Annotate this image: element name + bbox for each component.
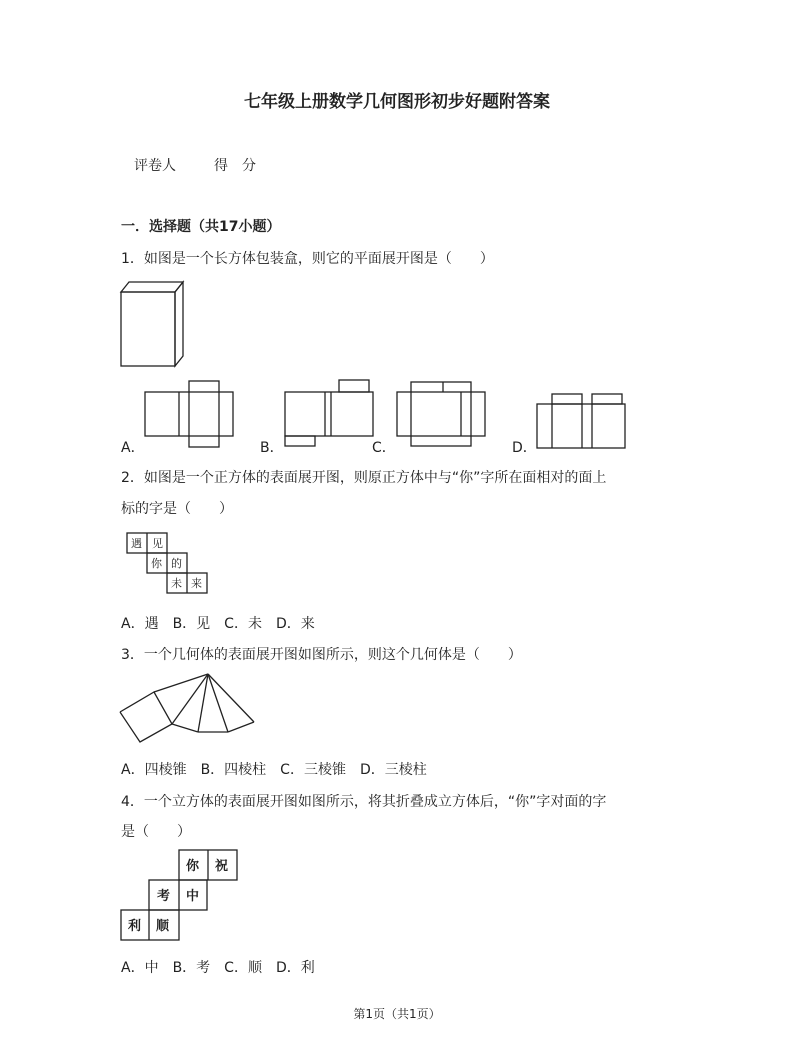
q3-pyramid-net — [118, 672, 258, 747]
question-1-number: 1． — [121, 251, 144, 267]
q2-net-char-1: 遇 — [131, 537, 142, 550]
q4-net-char-2: 祝 — [215, 859, 229, 874]
q2-cube-net — [126, 532, 216, 598]
q2-net-char-5: 未 — [171, 577, 182, 590]
section-heading: 一．选择题（共17小题） — [121, 219, 281, 235]
q2-net-char-4: 的 — [171, 557, 182, 570]
page-footer: 第1页（共1页） — [353, 1007, 441, 1021]
q4-net-char-6: 顺 — [156, 919, 170, 934]
q1-option-b-label[interactable]: B． — [260, 440, 284, 456]
question-3-text: 一个几何体的表面展开图如图所示，则这个几何体是（ ） — [143, 647, 522, 663]
box-figure — [118, 280, 188, 370]
q4-cube-net — [119, 848, 241, 942]
q4-net-char-1: 你 — [186, 859, 200, 874]
q2-net-char-2: 见 — [152, 537, 163, 550]
question-2-line2: 标的字是（ ） — [121, 501, 233, 517]
question-4-text: 一个立方体的表面展开图如图所示，将其折叠成立方体后，“你”字对面的字 — [143, 794, 607, 810]
score-label: 得 分 — [214, 158, 256, 174]
page-title: 七年级上册数学几何图形初步好题附答案 — [244, 92, 550, 112]
q1-option-a-net[interactable] — [144, 380, 236, 450]
q1-option-c-label[interactable]: C． — [372, 440, 396, 456]
q1-option-a-label[interactable]: A． — [121, 440, 145, 456]
question-4-number: 4． — [121, 794, 144, 810]
question-3-number: 3． — [121, 647, 144, 663]
q1-option-d-label[interactable]: D． — [512, 440, 537, 456]
q4-net-char-3: 考 — [157, 889, 171, 904]
q1-option-b-net[interactable] — [284, 378, 376, 448]
q4-options: A．中 B．考 C．顺 D．利 — [121, 960, 315, 976]
question-1 — [121, 248, 494, 268]
question-3 — [121, 644, 522, 664]
q2-net-char-6: 来 — [191, 577, 202, 590]
grader-label: 评卷人 — [134, 158, 176, 174]
q3-options: A．四棱锥 B．四棱柱 C．三棱锥 D．三棱柱 — [121, 762, 427, 778]
q2-net-char-3: 你 — [151, 557, 162, 570]
question-2-text: 如图是一个正方体的表面展开图，则原正方体中与“你”字所在面相对的面上 — [143, 470, 607, 486]
question-1-text: 如图是一个长方体包装盒，则它的平面展开图是（ ） — [143, 251, 494, 267]
question-4-line2: 是（ ） — [121, 824, 191, 840]
q4-net-char-5: 利 — [128, 919, 142, 934]
question-4-line1 — [121, 791, 606, 811]
q1-option-c-net[interactable] — [396, 380, 488, 450]
question-2-line1 — [121, 467, 606, 487]
q2-options: A．遇 B．见 C．未 D．来 — [121, 616, 315, 632]
q1-option-d-net[interactable] — [536, 390, 628, 450]
question-2-number: 2． — [121, 470, 144, 486]
q4-net-char-4: 中 — [186, 889, 200, 904]
